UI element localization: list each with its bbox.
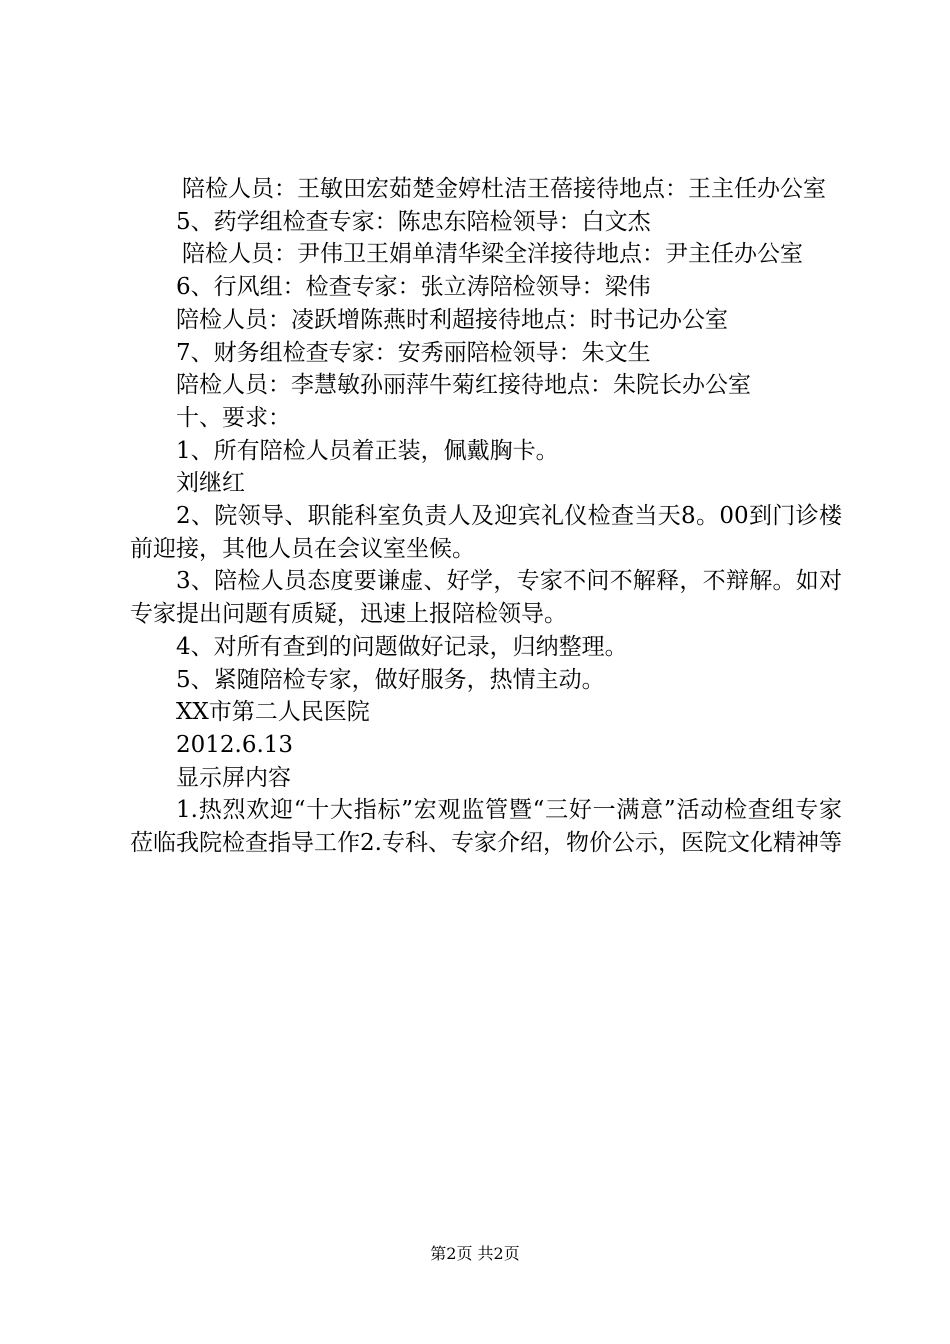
requirement-5: 5、紧随陪检专家，做好服务，热情主动。 (176, 666, 605, 693)
document-date: 2012.6.13 (176, 731, 294, 758)
requirement-2: 2、院领导、职能科室负责人及迎宾礼仪检查当天8。00到门诊楼前迎接，其他人员在会议室坐候。 (130, 503, 842, 562)
section-heading-requirements: 十、要求： (176, 404, 291, 431)
paragraph-4: 6、行风组：检查专家：张立涛陪检领导：梁伟 (176, 274, 651, 301)
display-screen-heading: 显示屏内容 (176, 764, 291, 791)
requirement-4: 4、对所有查到的问题做好记录，归纳整理。 (176, 633, 628, 660)
page-footer: 第2页 共2页 (430, 1244, 520, 1263)
paragraph-5: 陪检人员：凌跃增陈燕时利超接待地点：时书记办公室 (176, 306, 728, 333)
paragraph-2: 5、药学组检查专家：陈忠东陪检领导：白文杰 (176, 208, 651, 235)
paragraph-1: 陪检人员：王敏田宏茹楚金婷杜洁王蓓接待地点：王主任办公室 (182, 176, 826, 202)
document-body (130, 173, 842, 860)
name-line: 刘继红 (176, 470, 245, 497)
requirement-3: 3、陪检人员态度要谦虚、好学，专家不问不解释，不辩解。如对专家提出问题有质疑，迅速上报陪检领导。 (130, 568, 842, 628)
requirement-1: 1、所有陪检人员着正装，佩戴胸卡。 (176, 437, 559, 464)
display-screen-content: 1.热烈欢迎“十大指标”宏观监管暨“三好一满意”活动检查组专家莅临我院检查指导工作2.专科、专家介绍，物价公示，医院文化精神等 (130, 797, 842, 857)
organization-signature: XX市第二人民医院 (176, 699, 370, 726)
paragraph-3: 陪检人员：尹伟卫王娟单清华梁全洋接待地点：尹主任办公室 (182, 241, 803, 268)
paragraph-7: 陪检人员：李慧敏孙丽萍牛菊红接待地点：朱院长办公室 (176, 372, 751, 399)
paragraph-6: 7、财务组检查专家：安秀丽陪检领导：朱文生 (176, 339, 651, 366)
